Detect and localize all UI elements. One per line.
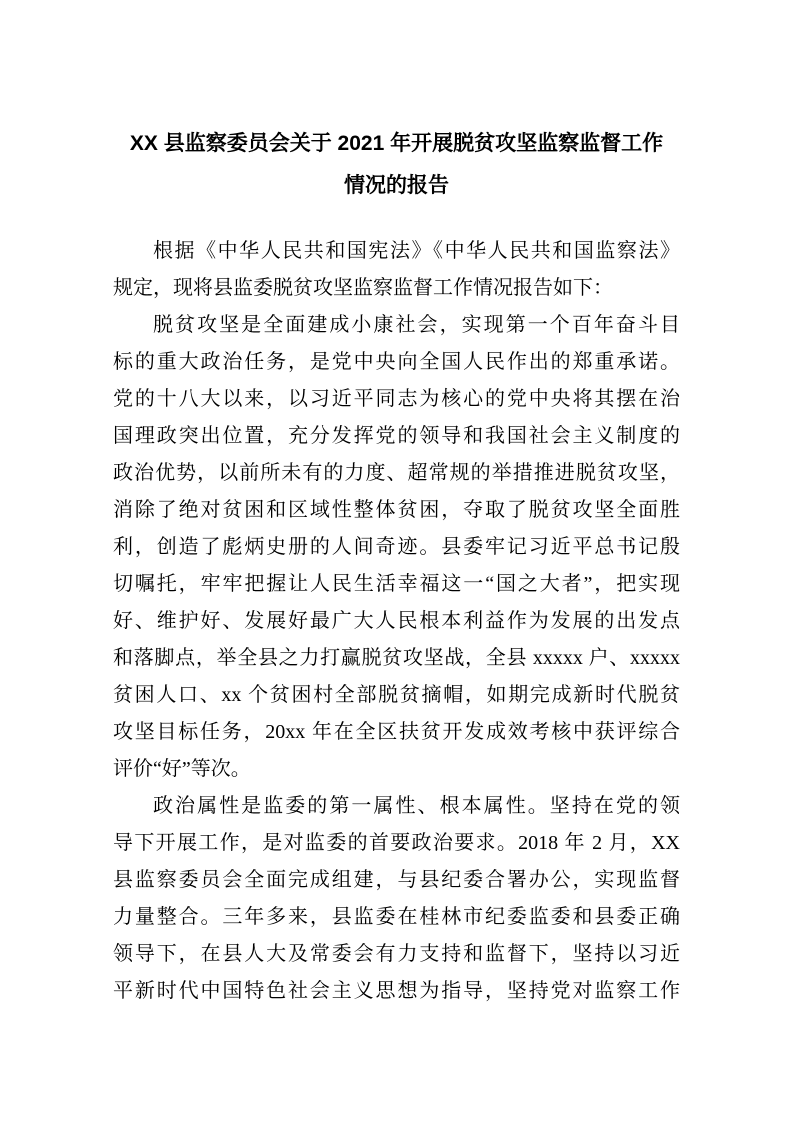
text-line: 评价“好”等次。 — [113, 758, 251, 780]
text-line: 政治属性是监委的第一属性、根本属性。坚持在党的领 — [153, 795, 680, 817]
text-line: 切嘱托，牢牢把握让人民生活幸福这一“国之大者”，把实现 — [113, 573, 680, 595]
text-line: 利，创造了彪炳史册的人间奇迹。县委牢记习近平总书记殷 — [113, 536, 680, 558]
paragraph — [113, 233, 680, 307]
text-line: 消除了绝对贫困和区域性整体贫困，夺取了脱贫攻坚全面胜 — [113, 499, 680, 521]
text-line: 导下开展工作，是对监委的首要政治要求。2018 年 2 月，XX — [113, 832, 680, 854]
text-line: 贫困人口、xx 个贫困村全部脱贫摘帽，如期完成新时代脱贫 — [113, 684, 680, 706]
paragraph — [113, 307, 680, 788]
paragraph — [113, 788, 680, 1010]
text-line: 政治优势，以前所未有的力度、超常规的举措推进脱贫攻坚， — [113, 462, 680, 484]
text-line: 国理政突出位置，充分发挥党的领导和我国社会主义制度的 — [113, 425, 680, 447]
document-body — [113, 233, 680, 1010]
text-line: 根据《中华人民共和国宪法》《中华人民共和国监察法》 — [153, 240, 680, 262]
text-line: 脱贫攻坚是全面建成小康社会，实现第一个百年奋斗目 — [153, 314, 680, 336]
text-line: 标的重大政治任务，是党中央向全国人民作出的郑重承诺。 — [113, 351, 680, 373]
text-line: 县监察委员会全面完成组建，与县纪委合署办公，实现监督 — [113, 869, 680, 891]
page-content — [113, 0, 680, 1010]
text-line: 党的十八大以来，以习近平同志为核心的党中央将其摆在治 — [113, 388, 680, 410]
text-line: 规定，现将县监委脱贫攻坚监察监督工作情况报告如下： — [113, 277, 613, 299]
text-line: 平新时代中国特色社会主义思想为指导，坚持党对监察工作 — [113, 980, 680, 1002]
text-line: 和落脚点，举全县之力打赢脱贫攻坚战，全县 xxxxx 户、xxxxx — [113, 647, 680, 669]
text-line: 领导下，在县人大及常委会有力支持和监督下，坚持以习近 — [113, 943, 680, 965]
title-line: XX 县监察委员会关于 2021 年开展脱贫攻坚监察监督工作 — [129, 132, 664, 155]
title-line: 情况的报告 — [344, 174, 449, 197]
text-line: 攻坚目标任务，20xx 年在全区扶贫开发成效考核中获评综合 — [113, 721, 680, 743]
text-line: 好、维护好、发展好最广大人民根本利益作为发展的出发点 — [113, 610, 680, 632]
document-title — [113, 0, 680, 207]
text-line: 力量整合。三年多来，县监委在桂林市纪委监委和县委正确 — [113, 906, 680, 928]
